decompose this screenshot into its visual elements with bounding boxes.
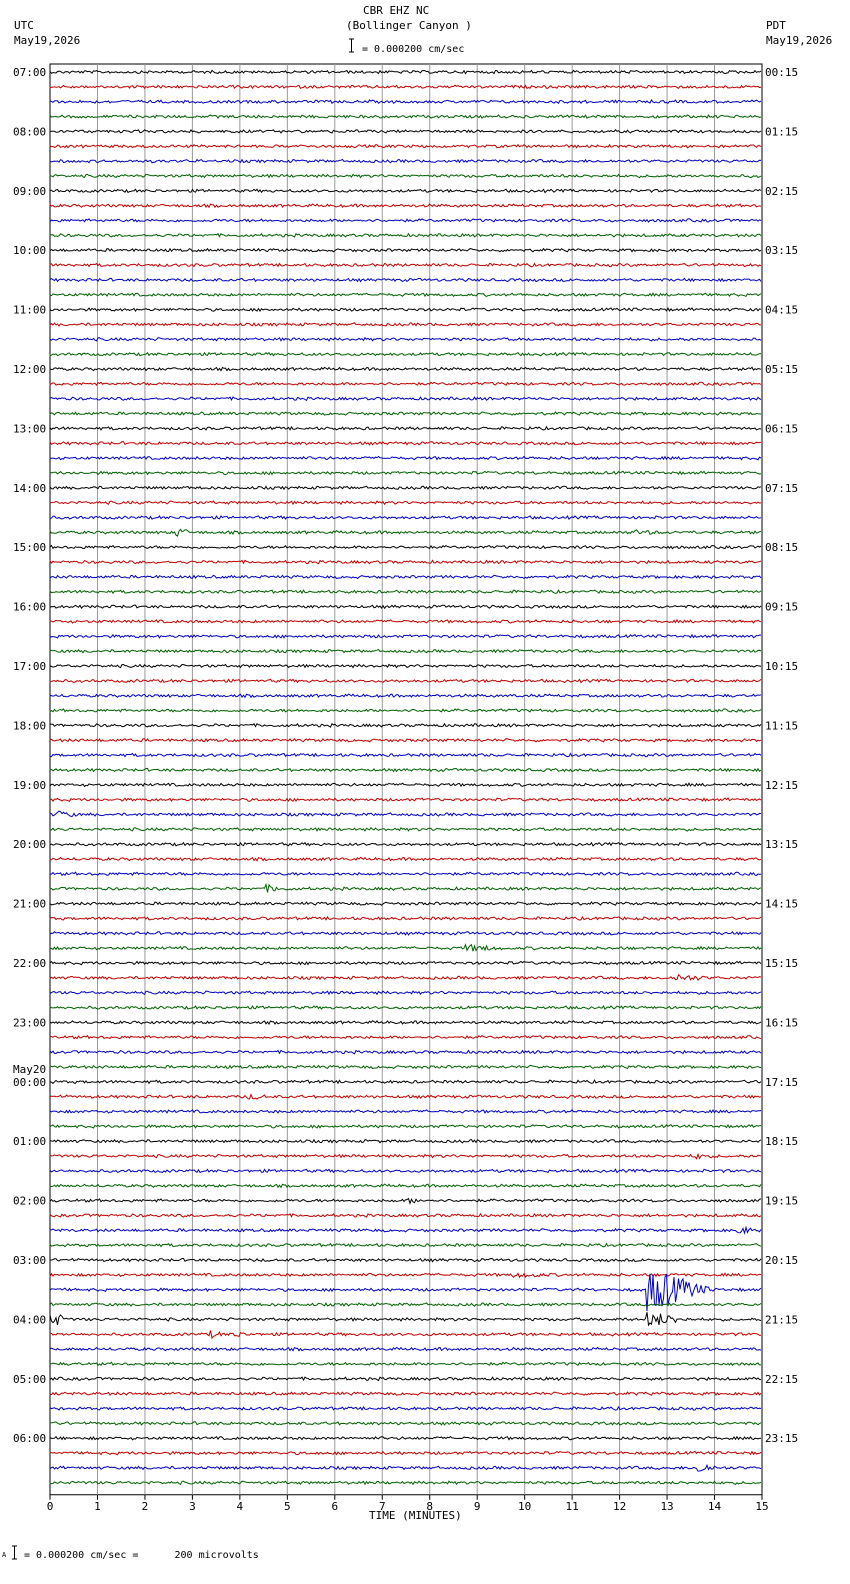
trace-line (50, 1392, 761, 1395)
footer-prefix: A (2, 1551, 7, 1559)
left-hour-label: 10:00 (13, 244, 47, 258)
trace-line (50, 932, 761, 935)
right-hour-label: 07:15 (765, 481, 799, 495)
trace-line (50, 145, 761, 148)
trace-line (50, 1422, 761, 1425)
x-tick-label: 0 (46, 1499, 54, 1513)
trace-line (50, 961, 761, 964)
x-tick-label: 9 (473, 1499, 481, 1513)
right-hour-label: 13:15 (765, 838, 799, 852)
trace-line (50, 100, 761, 103)
left-hour-label: 05:00 (13, 1372, 47, 1386)
trace-line (50, 1036, 761, 1039)
right-hour-label: 10:15 (765, 660, 799, 673)
trace-line (50, 709, 761, 712)
trace-line (50, 798, 761, 801)
trace-line (50, 1021, 761, 1024)
trace-line (50, 189, 761, 192)
trace-line (50, 1050, 761, 1053)
header-site: (Bollinger Canyon ) (346, 19, 472, 32)
left-hour-label: 15:00 (13, 541, 47, 555)
header-scale-text: = 0.000200 cm/sec (362, 44, 465, 55)
trace-line (50, 1228, 761, 1234)
right-hour-label: 18:15 (765, 1135, 799, 1149)
x-tick-label: 14 (707, 1499, 722, 1513)
left-hour-label: 23:00 (13, 1016, 47, 1030)
trace-line (50, 115, 761, 118)
left-hour-label: 09:00 (13, 184, 47, 198)
left-hour-label: 08:00 (13, 125, 47, 139)
trace-line (50, 635, 761, 638)
right-hour-label: 09:15 (765, 600, 799, 614)
header-left-date: May19,2026 (14, 34, 81, 47)
trace-line (50, 945, 761, 952)
trace-line (50, 1110, 761, 1113)
right-hour-label: 12:15 (765, 778, 799, 792)
trace-line (50, 1362, 761, 1365)
trace-line (50, 754, 761, 757)
trace-line (50, 1481, 761, 1484)
trace-line (50, 457, 761, 460)
right-hour-label: 00:15 (765, 66, 799, 79)
trace-line (50, 664, 761, 667)
trace-line (50, 367, 761, 370)
trace-line (50, 1214, 761, 1217)
trace-line (50, 975, 761, 980)
trace-line (50, 783, 761, 786)
trace-line (50, 857, 761, 860)
trace-line (50, 1437, 761, 1440)
left-hour-label: 19:00 (13, 778, 47, 792)
header-station: CBR EHZ NC (363, 4, 430, 17)
x-tick-label: 7 (378, 1499, 386, 1513)
x-tick-label: 8 (426, 1499, 434, 1513)
trace-line (50, 442, 761, 445)
trace-line (50, 739, 761, 742)
right-hour-label: 23:15 (765, 1432, 799, 1446)
trace-line (50, 204, 761, 207)
left-hour-label: 12:00 (13, 363, 47, 376)
right-hour-label: 04:15 (765, 303, 799, 317)
trace-line (50, 1259, 761, 1262)
trace-line (50, 293, 761, 296)
left-hour-label: 01:00 (13, 1135, 47, 1149)
trace-line (50, 1169, 761, 1172)
trace-line (50, 160, 761, 163)
x-tick-label: 1 (94, 1499, 101, 1513)
header-right-tz: PDT (766, 19, 786, 32)
right-hour-label: 02:15 (765, 184, 799, 198)
trace-line (50, 308, 761, 311)
x-tick-label: 15 (755, 1499, 769, 1513)
x-tick-label: 4 (236, 1499, 244, 1513)
x-tick-label: 3 (189, 1499, 196, 1513)
left-hour-label: 17:00 (13, 660, 47, 673)
left-hour-label: 16:00 (13, 600, 47, 614)
trace-line (50, 991, 761, 994)
x-tick-label: 6 (331, 1499, 339, 1513)
trace-line (50, 605, 761, 608)
trace-line (50, 694, 761, 697)
trace-line (50, 130, 761, 133)
right-hour-label: 14:15 (765, 897, 799, 911)
left-hour-label: 20:00 (13, 838, 47, 852)
footer-scale-icon (11, 1545, 18, 1560)
header-left-tz: UTC (14, 19, 34, 32)
trace-line (50, 1154, 761, 1158)
trace-line (50, 516, 761, 519)
trace-line (50, 85, 761, 88)
trace-line (50, 397, 761, 400)
right-hour-label: 05:15 (765, 363, 799, 376)
trace-line (50, 884, 761, 892)
footer-scale-text: = 0.000200 cm/sec = 200 microvolts (24, 1550, 259, 1561)
right-hour-label: 11:15 (765, 719, 799, 733)
trace-line (50, 811, 761, 816)
trace-line (50, 546, 761, 549)
right-hour-label: 03:15 (765, 244, 799, 258)
date-change-label: May20 (13, 1062, 47, 1076)
trace-line (50, 1065, 761, 1068)
trace-line (50, 486, 761, 489)
trace-line (50, 323, 761, 326)
right-hour-label: 20:15 (765, 1254, 799, 1267)
trace-line (50, 1095, 761, 1100)
left-hour-label: 02:00 (13, 1194, 47, 1208)
x-tick-label: 5 (284, 1499, 291, 1513)
trace-line (50, 264, 761, 267)
left-hour-label: 07:00 (13, 66, 47, 79)
right-hour-label: 19:15 (765, 1194, 799, 1208)
left-hour-label: 00:00 (13, 1075, 47, 1089)
x-tick-label: 11 (565, 1499, 579, 1513)
left-hour-label: 06:00 (13, 1432, 47, 1446)
trace-line (50, 278, 761, 281)
trace-line (50, 902, 761, 905)
trace-line (50, 768, 761, 771)
right-hour-label: 08:15 (765, 541, 799, 555)
trace-line (50, 1331, 761, 1339)
trace-line (50, 471, 761, 474)
right-hour-label: 06:15 (765, 422, 799, 436)
trace-line (50, 1465, 761, 1471)
trace-line (50, 174, 761, 177)
trace-line (50, 249, 761, 252)
trace-line (50, 650, 761, 653)
trace-line (50, 529, 761, 536)
left-hour-label: 03:00 (13, 1254, 47, 1267)
trace-line (50, 590, 761, 593)
trace-line (50, 1080, 761, 1083)
trace-line (50, 1184, 761, 1187)
trace-line (50, 1451, 761, 1454)
right-hour-label: 16:15 (765, 1016, 799, 1030)
trace-line (50, 353, 761, 356)
trace-line (50, 620, 761, 623)
trace-line (50, 1377, 761, 1380)
x-tick-label: 13 (660, 1499, 674, 1513)
trace-line (50, 917, 761, 920)
trace-line (50, 382, 761, 385)
right-hour-label: 15:15 (765, 957, 799, 970)
trace-line (50, 219, 761, 222)
trace-line (50, 679, 761, 682)
trace-line (50, 872, 761, 875)
trace-line (50, 1407, 761, 1410)
header-right-date: May19,2026 (766, 34, 833, 47)
trace-line (50, 1348, 761, 1351)
left-hour-label: 11:00 (13, 303, 47, 317)
left-hour-label: 18:00 (13, 719, 47, 733)
right-hour-label: 21:15 (765, 1313, 799, 1327)
left-hour-label: 22:00 (13, 957, 47, 970)
trace-line (50, 575, 761, 578)
x-axis-label: TIME (MINUTES) (369, 1509, 462, 1522)
right-hour-label: 01:15 (765, 125, 799, 139)
trace-line (50, 724, 761, 727)
trace-line (50, 427, 761, 430)
trace-line (50, 234, 761, 237)
trace-line (50, 828, 761, 831)
plot-frame (50, 64, 762, 1495)
trace-line (50, 338, 761, 341)
left-hour-label: 21:00 (13, 897, 47, 911)
trace-line (50, 1312, 761, 1325)
left-hour-label: 04:00 (13, 1313, 47, 1327)
trace-line (50, 1244, 761, 1247)
trace-line (50, 560, 761, 563)
right-hour-label: 17:15 (765, 1075, 799, 1089)
x-tick-label: 10 (518, 1499, 532, 1513)
trace-line (50, 1199, 761, 1204)
trace-line (50, 1273, 761, 1277)
trace-line (50, 1125, 761, 1128)
x-tick-label: 2 (141, 1499, 149, 1513)
right-hour-label: 22:15 (765, 1372, 799, 1386)
trace-line (50, 501, 761, 504)
x-tick-label: 12 (612, 1499, 627, 1513)
trace-line (50, 1140, 761, 1143)
trace-line (50, 1006, 761, 1009)
trace-line (50, 70, 761, 73)
left-hour-label: 13:00 (13, 422, 47, 436)
left-hour-label: 14:00 (13, 481, 47, 495)
trace-line (50, 412, 761, 415)
trace-line (50, 1274, 761, 1311)
trace-line (50, 843, 761, 846)
